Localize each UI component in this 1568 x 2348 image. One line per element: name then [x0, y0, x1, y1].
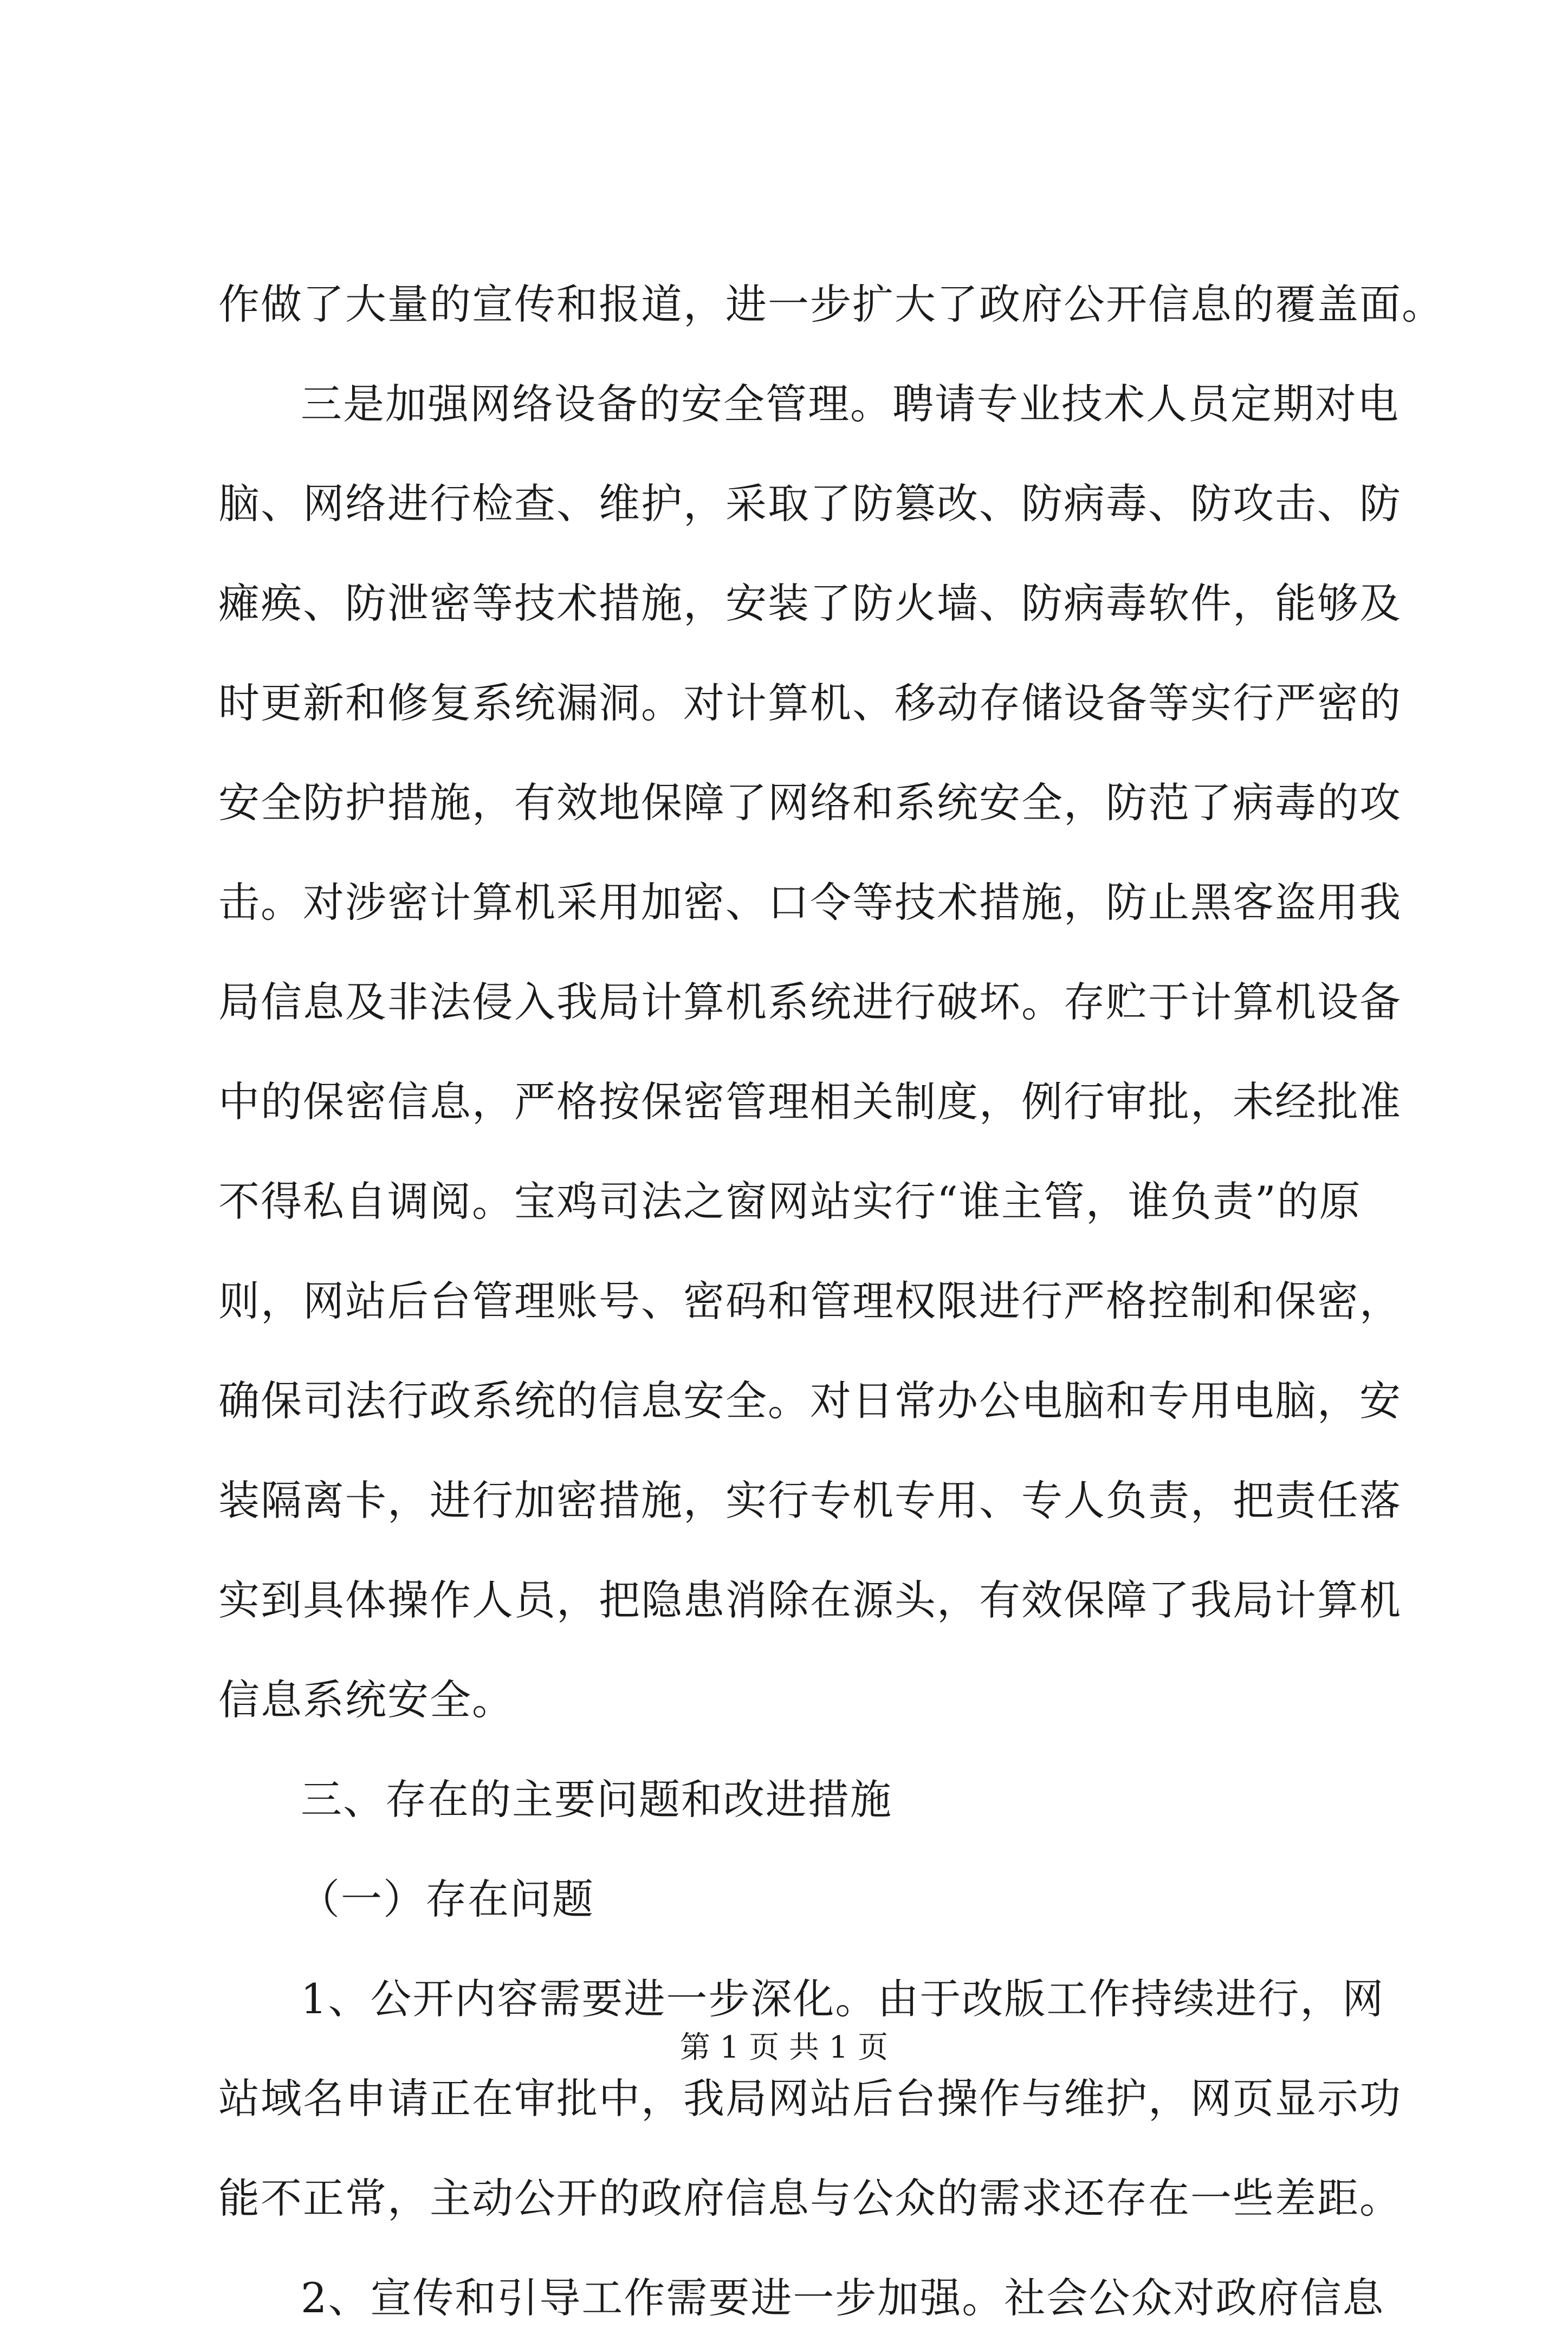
text-line: 站域名申请正在审批中，我局网站后台操作与维护，网页显示功	[218, 2074, 1402, 2123]
text-line: 确保司法行政系统的信息安全。对日常办公电脑和专用电脑，安	[218, 1377, 1402, 1425]
paragraph-heading-line: 1、公开内容需要进一步深化。由于改版工作持续进行，网	[301, 1975, 1385, 2023]
text-line: 瘫痪、防泄密等技术措施，安装了防火墙、防病毒软件，能够及	[218, 579, 1402, 627]
text-line: 装隔离卡，进行加密措施，实行专机专用、专人负责，把责任落	[218, 1476, 1402, 1525]
page-number-footer: 第 1 页 共 1 页	[679, 2030, 889, 2065]
text-line: 脑、网络进行检查、维护，采取了防篡改、防病毒、防攻击、防	[218, 479, 1402, 528]
subsection-heading: （一）存在问题	[299, 1875, 594, 1923]
paragraph-heading-line: 三是加强网络设备的安全管理。聘请专业技术人员定期对电	[301, 380, 1399, 428]
paragraph-heading-line: 2、宣传和引导工作需要进一步加强。社会公众对政府信息	[301, 2274, 1385, 2322]
text-line: 作做了大量的宣传和报道，进一步扩大了政府公开信息的覆盖面。	[218, 280, 1444, 328]
section-heading: 三、存在的主要问题和改进措施	[301, 1775, 892, 1824]
text-line: 实到具体操作人员，把隐患消除在源头，有效保障了我局计算机	[218, 1576, 1402, 1624]
text-line: 击。对涉密计算机采用加密、口令等技术措施，防止黑客盗用我	[218, 878, 1402, 926]
text-line: 能不正常，主动公开的政府信息与公众的需求还存在一些差距。	[218, 2174, 1402, 2222]
text-line: 则，网站后台管理账号、密码和管理权限进行严格控制和保密，	[218, 1277, 1402, 1325]
text-line: 时更新和修复系统漏洞。对计算机、移动存储设备等实行严密的	[218, 679, 1402, 727]
text-line: 局信息及非法侵入我局计算机系统进行破坏。存贮于计算机设备	[218, 978, 1402, 1026]
text-line: 中的保密信息，严格按保密管理相关制度，例行审批，未经批准	[218, 1078, 1402, 1126]
text-line: 不得私自调阅。宝鸡司法之窗网站实行“谁主管，谁负责”的原	[218, 1177, 1362, 1225]
text-line: 安全防护措施，有效地保障了网络和系统安全，防范了病毒的攻	[218, 779, 1402, 827]
text-line: 信息系统安全。	[218, 1676, 514, 1724]
